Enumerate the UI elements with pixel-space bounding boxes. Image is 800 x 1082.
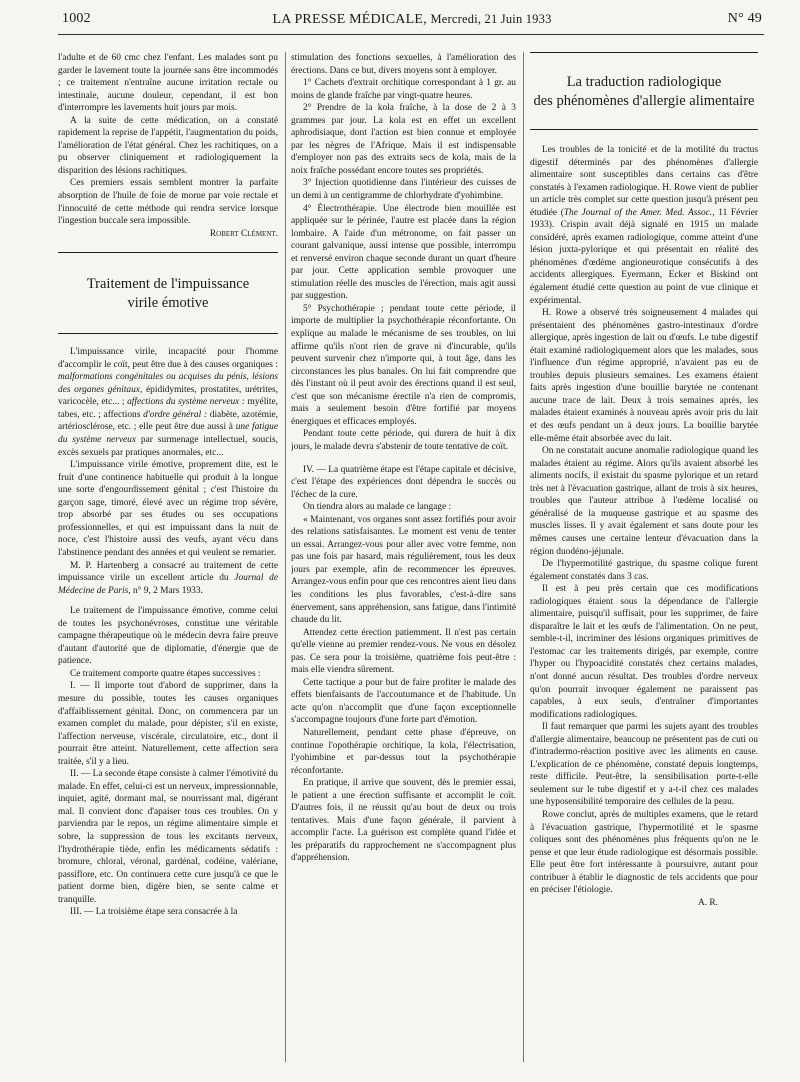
- paragraph: De l'hypermotilité gastrique, du spasme colique furent également constatés dans 3 cas.: [530, 559, 758, 582]
- paragraph: l'adulte et de 60 cmc chez l'enfant. Les malades sont pu garder le lavement toute la journée sans être incommodés ; ce traitement n'entraîne aucune irritation rectale ou intestinale, aucune douleur, cependant, il est bon d'interrompre les lavements huit jours par mois.: [58, 53, 278, 114]
- paragraph: Les troubles de la tonicité et de la motilité du tractus digestif déterminés par des phénomènes d'allergie alimentaire sont susceptibles dans certains cas d'être constatés à l'examen radiologique. H. Rowe vient de publier un article très complet sur cette question jusqu'à présent peu étudiée (The Journal of the Amer. Med. Assoc., 11 Février 1933). Crispin avait déjà signalé en 1915 un malade considéré, après examen radiologique, comme atteint d'une lésion juxta-pylorique et qui présentait en réalité des phénomènes d'œdème angioneurotique consécutifs à des accidents allergiques. Eyermann, Ecker et Biskind ont également étudié cette question au point de vue clinique et expérimental.: [530, 145, 758, 306]
- paragraph: 1° Cachets d'extrait orchitique correspondant à 1 gr. au moins de glande fraîche par vingt-quatre heures.: [291, 78, 516, 101]
- paragraph: Ces premiers essais semblent montrer la parfaite absorption de l'huile de foie de morue par voie rectale et l'innocuité de cette méthode qui rendra service lorsque l'ingestion buccale sera impossible.: [58, 178, 278, 227]
- paragraph: stimulation des fonctions sexuelles, à l'amélioration des érections. Dans ce but, divers moyens sont à employer.: [291, 53, 516, 76]
- page-number: 1002: [62, 11, 91, 26]
- paragraph: I. — Il importe tout d'abord de supprimer, dans la mesure du possible, toutes les causes organiques d'affaiblissement génital. Donc, on commencera par un examen complet du malade, pour dépister, s'il en existe, l'affection nerveuse, viscérale, circulatoire, etc., dont il pourrait être atteint. Naturellement, cette affection sera traitée, s'il y a lieu.: [58, 681, 278, 767]
- paragraph: Le traitement de l'impuissance émotive, comme celui de toutes les psychonévroses, constitue une véritable campagne thérapeutique où le médecin devra faire preuve d'autant d'autorité que de diplomatie, d'énergie que de patience.: [58, 606, 278, 667]
- author-signature: Robert Clément.: [209, 228, 278, 239]
- paragraph: Cette tactique a pour but de faire profiter le malade des effets bienfaisants de l'accoutumance et de l'habitude. Un acte qu'on n'accomplit que d'une façon exceptionnelle s'accompagne toujours d'une forte part d'émotion.: [291, 677, 516, 726]
- paragraph: On tiendra alors au malade ce langage :: [303, 502, 452, 513]
- paragraph: IV. — La quatrième étape est l'étape capitale et décisive, c'est l'étape des expériences dont dépendra le succès ou l'échec de la cure.: [291, 464, 516, 500]
- paragraph: 5° Psychothérapie ; pendant toute cette période, il importe de multiplier la psychothérapie réconfortante. On explique au malade le mécanisme de ses troubles, on lui affirme qu'ils n'ont rien de grave ni d'incurable, qu'ils peuvent survenir chez n'importe qui, à tout âge, dans les circonstances les plus banales. On lui fait comprendre que dès l'instant où il peut avoir des érections quand il est seul, c'est que son mécanisme érectile n'a rien de compromis, mais a seulement besoin d'être fortifié par moyens énergiques et efficaces employés.: [291, 303, 516, 427]
- author-signature: A. R.: [697, 897, 718, 908]
- paragraph: Il est à peu près certain que ces modifications radiologiques étaient sous la dépendance de l'allergie alimentaire, puisqu'il suffisait, pour les supprimer, de faire disparaître le lait et les œufs de l'alimentation. On ne peut, semble-t-il, incriminer des lésions organiques primitives de l'estomac car les traitements dirigés, par exemple, contre l'hyper ou l'hypoacidité constatés chez certains malades, n'ont donné aucun résultat. Des troubles d'ordre nerveux qu'on pourrait invoquer également ne paraissent pas capables, à eux seuls, d'entraîner d'importantes modifications radiologiques.: [530, 584, 758, 720]
- paragraph: En pratique, il arrive que souvent, dès le premier essai, le patient a une érection suffisante et accomplit le coït. D'autres fois, il ne réussit qu'au bout de deux ou trois tentatives. Mais d'une façon générale, il parvient à accomplir l'acte. La guérison est complète quand l'idée et les préparatifs du rapprochement ne s'accompagnent plus d'appréhension.: [291, 778, 516, 864]
- column-right: [530, 52, 758, 1072]
- article-title-box: [530, 52, 758, 130]
- paragraph: L'impuissance virile, incapacité pour l'homme d'accomplir le coït, peut être due à des causes organiques : malformations congénitales ou acquises du pénis, lésions des organes génitaux, épididymites, prostatites, urétrites, varicocèle, etc... ; affections du système nerveux : myélite, tabes, etc. ; affections d'ordre général : diabète, azotémie, artériosclérose, etc. ; elle peut être due aussi à une fatigue du système nerveux par surmenage intellectuel, soucis, excès sexuels par pratiques anormales, etc...: [58, 347, 278, 458]
- article-title: virile émotive: [127, 295, 209, 312]
- paragraph: Ce traitement comporte quatre étapes successives :: [70, 668, 261, 679]
- paragraph: On ne constatait aucune anomalie radiologique quand les malades étaient au régime. Alors qu'ils avaient absorbé les aliments nocifs, il existait du spasme pylorique et un retard très net à l'évacuation gastrique, allant de trois à six heures, troubles que l'auteur attribue à l'œdème localisé ou généralisé de la muqueuse gastrique et au spasme des muscles lisses. Il y avait également et sans doute pour les mêmes causes une certaine lenteur d'évacuation dans la région duodéno-jéjunale.: [530, 446, 758, 557]
- header-divider: [58, 34, 764, 35]
- paragraph: Il faut remarquer que parmi les sujets ayant des troubles d'allergie alimentaire, beaucoup ne présentent pas de cuti ou d'intradermo-réaction positive avec les aliments en cause. L'explication de ce phénomène, constaté depuis longtemps, reste difficile. Peut-être, la sensibilisation porte-t-elle seulement sur le tube digestif et y a-t-il chez ces malades une hyposensibilité temporaire des cellules de la peau.: [530, 722, 758, 808]
- paragraph: II. — La seconde étape consiste à calmer l'émotivité du malade. En effet, celui-ci est un nerveux, impressionnable, inquiet, agité, dormant mal, se nourrissant mal, digérant mal. Il convient donc d'apaiser tous ces troubles. On y parviendra par le repos, un régime alimentaire simple et sobre, la suppression de tous les excitants nerveux, l'hydrothérapie tiède, enfin les médicaments sédatifs : bromure, chloral, véronal, gardénal, codéine, valériane, passiflore, etc. On continuera cette cure jusqu'à ce que le patient dorme bien, digère bien, se sente calme et tranquille.: [58, 769, 278, 905]
- publication-title: [62, 8, 762, 31]
- paragraph: Pendant toute cette période, qui durera de huit à dix jours, le malade devra s'abstenir de toute tentative de coït.: [291, 429, 516, 452]
- issue-date: Mercredi, 21 Juin 1933: [430, 12, 552, 26]
- paragraph: 3° Injection quotidienne dans l'intérieur des cuisses de un demi à un centigramme de chlorhydrate d'yohimbine.: [291, 178, 516, 202]
- paragraph: Rowe conclut, après de multiples examens, que le retard à l'évacuation gastrique, l'hypermotilité et le spasme coliques sont des phénomènes plus fréquents qu'on ne le pense et que leur étude radiologique est désormais possible. Elle peut être fort intéressante à poursuivre, autant pour contribuer à établir le diagnostic de tels accidents que pour en préciser l'étiologie.: [530, 809, 758, 896]
- page-header: [62, 8, 762, 30]
- column-left: [58, 52, 278, 1072]
- article-title: La traduction radiologique: [566, 74, 722, 90]
- paragraph: 2° Prendre de la kola fraîche, à la dose de 2 à 3 grammes par jour. La kola est en effet un excellent aphrodisiaque, dont l'action est bien connue et employée par les nègres de l'Afrique. Mais il est indispensable d'employer non pas des extraits secs de kola, mais de la noix fraîche possédant encore toutes ses propriétés.: [291, 103, 516, 176]
- column-middle: [291, 52, 516, 1072]
- column-divider: [285, 52, 286, 1062]
- paragraph: M. P. Hartenberg a consacré au traitement de cette impuissance virile un excellent article du Journal de Médecine de Paris, n° 9, 2 Mars 1933.: [58, 560, 278, 596]
- paragraph: H. Rowe a observé très soigneusement 4 malades qui présentaient des phénomènes gastro-intestinaux d'ordre allergique, après ingestion de lait ou d'œufs. Le tube digestif était examiné radiologiquement alors que les malades, sous l'influence d'un régime approprié, n'avaient pas eu de troubles depuis plusieurs semaines. Les examens étaient faits après ingestion d'une bouillie barytée ne contenant aucune trace de lait. Deux à trois semaines après, les malades étaient examinés à nouveau après avoir pris du lait et des œufs pendant un à deux jours. La bouillie barytée elle-même était absorbée avec du lait.: [530, 308, 758, 444]
- paragraph: 4° Électrothérapie. Une électrode bien mouillée est appliquée sur le périnée, l'autre est placée dans la région lombaire. A l'aide d'un métronome, on fait passer un courant galvanique, aussi intense que possible, interrompu et renversé environ chaque seconde durant un quart d'heure par jour. Cette application semble provoquer une stimulation réelle des muscles de l'érection, mais agit aussi par suggestion.: [291, 203, 516, 302]
- article-title-box: [58, 252, 278, 334]
- paragraph: Attendez cette érection patiemment. Il n'est pas certain qu'elle vienne au premier rendez-vous. Ne vous en désolez pas. Ce sera pour la troisième, quatrième fois peut-être : mais elle viendra sûrement.: [291, 627, 516, 676]
- column-divider: [523, 52, 524, 1062]
- paragraph: L'impuissance virile émotive, proprement dite, est le fruit d'une continence habituelle qui produit à la longue une sorte d'engourdissement génital ; c'est l'histoire du garçon sage, timoré, élevé avec un régime trop sévère, trop absorbé par ses études ou ses occupations professionnelles, et qui est impuissant dans la nuit de noce, c'est l'histoire aussi des veufs, ayant vécu dans l'abstinence pendant des années et qui veulent se remarier.: [58, 460, 278, 558]
- paragraph: Naturellement, pendant cette phase d'épreuve, on continue l'opothérapie orchitique, la kola, l'électrisation, l'yohimbine et par-dessus tout la psychothérapie réconfortante.: [291, 727, 516, 776]
- article-title: des phénomènes d'allergie alimentaire: [533, 93, 755, 109]
- article-title: Traitement de l'impuissance: [86, 276, 250, 293]
- paragraph: « Maintenant, vos organes sont assez fortifiés pour avoir des relations satisfaisantes. Le moment est venu de tenter un essai. Arrangez-vous pour aller avec votre femme, non pas une fois par hasard, mais régulièrement, tous les deux jours par exemple, afin de recommencer les épreuves. Arrangez-vous enfin pour que ces rencontres aient lieu dans les conditions les plus favorables, c'est-à-dire sans énervement, sans appréhension, sans fatigue, dans l'intimité chaude du lit.: [291, 514, 516, 626]
- issue-number: N° 49: [727, 11, 762, 26]
- newspaper-name: LA PRESSE MÉDICALE,: [272, 12, 427, 27]
- paragraph: A la suite de cette médication, on a constaté rapidement la reprise de l'appétit, l'augmentation du poids, l'amélioration de l'état général. Chez les rachitiques, on a pu observer cliniquement et radiologiquement la disparition des lésions rachitiques.: [58, 115, 278, 176]
- paragraph: III. — La troisième étape sera consacrée à la: [70, 907, 238, 918]
